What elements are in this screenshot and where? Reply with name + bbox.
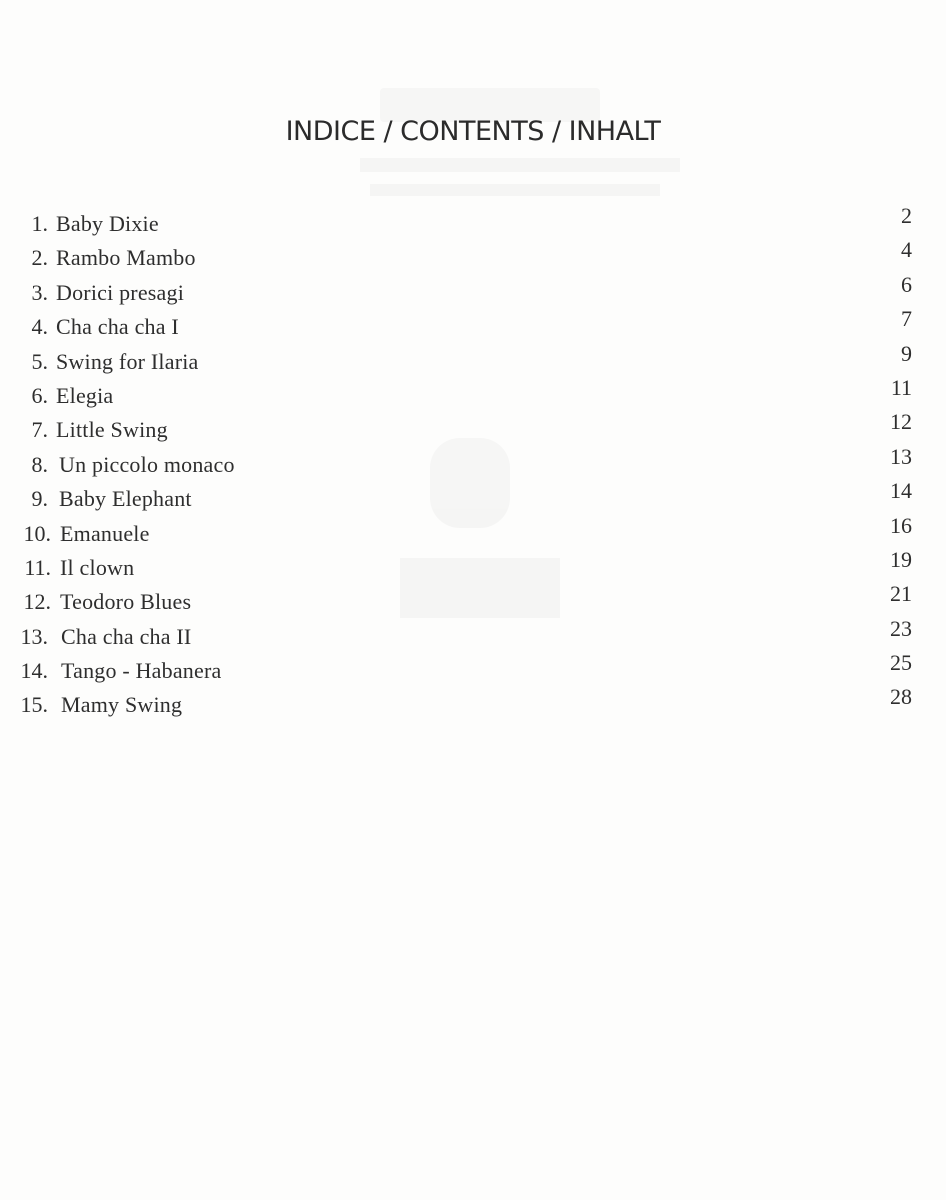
page-title: INDICE / CONTENTS / INHALT xyxy=(285,116,661,147)
entry-page-number: 2 xyxy=(901,203,912,228)
entry-number: 2. xyxy=(31,245,48,271)
entry-title: Teodoro Blues xyxy=(60,589,192,615)
entry-number: 4. xyxy=(31,314,48,340)
entry-title: Baby Elephant xyxy=(59,486,192,512)
entry-page-number: 21 xyxy=(890,581,912,607)
entry-title: Rambo Mambo xyxy=(56,245,196,271)
entry-number: 10. xyxy=(23,520,51,546)
entry-page-number: 16 xyxy=(890,512,912,538)
toc-entry xyxy=(0,306,946,348)
toc-entry xyxy=(0,340,946,383)
toc-entry xyxy=(0,237,946,279)
entry-title: Little Swing xyxy=(56,417,168,443)
entry-title: Cha cha cha I xyxy=(56,314,179,340)
entry-title: Elegia xyxy=(56,382,114,408)
entry-number: 12. xyxy=(23,589,51,615)
entry-page-number: 25 xyxy=(890,650,912,676)
entry-number: 5. xyxy=(31,348,48,374)
toc-entry xyxy=(0,271,946,314)
entry-number: 14. xyxy=(20,658,48,684)
entry-page-number: 28 xyxy=(890,684,912,710)
entry-title: Cha cha cha II xyxy=(61,623,192,649)
entry-title: Emanuele xyxy=(60,520,150,546)
entry-number: 1. xyxy=(31,211,48,236)
entry-number: 8. xyxy=(31,451,48,477)
toc-entry xyxy=(0,409,946,451)
entry-number: 7. xyxy=(31,417,48,443)
entry-title: Tango - Habanera xyxy=(61,658,222,684)
entry-title: Mamy Swing xyxy=(61,692,183,718)
entry-number: 11. xyxy=(24,554,51,580)
toc-entry xyxy=(0,615,946,658)
entry-title: Baby Dixie xyxy=(56,211,159,236)
entry-page-number: 4 xyxy=(901,237,912,263)
entry-title: Swing for Ilaria xyxy=(56,348,199,374)
entry-page-number: 7 xyxy=(901,306,912,332)
entry-number: 9. xyxy=(31,486,48,512)
entry-title: Il clown xyxy=(60,554,135,580)
entry-number: 13. xyxy=(20,623,48,649)
entry-number: 15. xyxy=(20,692,48,718)
entry-page-number: 9 xyxy=(901,340,912,366)
entry-title: Dorici presagi xyxy=(56,279,185,305)
toc-entry xyxy=(0,546,946,589)
entry-page-number: 12 xyxy=(890,409,912,435)
entry-page-number: 14 xyxy=(890,478,912,504)
toc-entry xyxy=(0,203,946,245)
toc-entry xyxy=(0,684,946,726)
toc-entry xyxy=(0,478,946,520)
toc-entry xyxy=(0,581,946,623)
entry-page-number: 13 xyxy=(890,443,912,469)
entry-page-number: 11 xyxy=(890,374,912,400)
entry-page-number: 6 xyxy=(901,271,912,297)
entry-page-number: 19 xyxy=(890,546,912,572)
toc-entry xyxy=(0,512,946,555)
entry-title: Un piccolo monaco xyxy=(59,451,235,477)
entry-number: 6. xyxy=(31,382,48,408)
toc-entry xyxy=(0,443,946,486)
table-of-contents xyxy=(0,203,946,727)
entry-page-number: 23 xyxy=(890,615,912,641)
toc-entry xyxy=(0,650,946,692)
entry-number: 3. xyxy=(31,279,48,305)
toc-entry xyxy=(0,374,946,417)
